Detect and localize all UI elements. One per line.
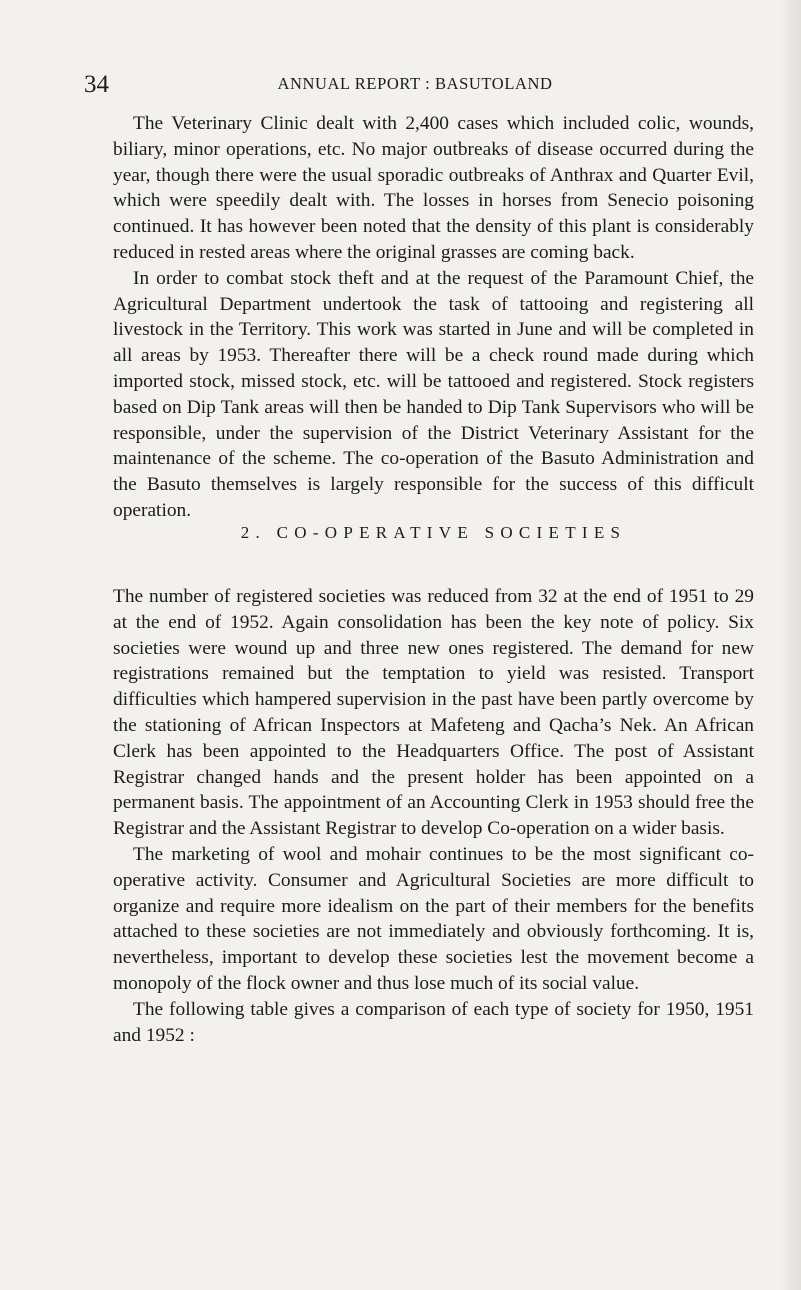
- paragraph: The marketing of wool and mohair continues to be the most significant co-operative activity. Consumer and Agricultural Societies are more difficult to organize and require more idealism on the part of their members for the benefits attached to these societies are not immediately and obviously forthcoming. It is, nevertheless, important to develop these societies lest the movement become a monopoly of the flock owner and thus lose much of its social value.: [113, 843, 754, 994]
- page-edge-shadow: [779, 0, 801, 1290]
- section-heading: 2. CO-OPERATIVE SOCIETIES: [240, 523, 627, 542]
- running-title: ANNUAL REPORT : BASUTOLAND: [277, 74, 553, 93]
- paragraph: In order to combat stock theft and at the request of the Paramount Chief, the Agricultural Department undertook the task of tattooing and registering all livestock in the Territory. This work was started in June and will be completed in all areas by 1953. Thereafter there will be a check round made during which imported stock, missed stock, etc. will be tattooed and registered. Stock registers based on Dip Tank areas will then be handed to Dip Tank Supervisors who will be responsible, under the supervision of the District Veterinary Assistant for the maintenance of the scheme. The co-operation of the Basuto Administration and the Basuto themselves is largely responsible for the success of this difficult operation.: [113, 267, 754, 521]
- cooperative-societies-section: [113, 584, 754, 1048]
- page-number: 34: [84, 71, 109, 98]
- paragraph: The Veterinary Clinic dealt with 2,400 cases which included colic, wounds, biliary, minor operations, etc. No major outbreaks of disease occurred during the year, though there were the usual sporadic outbreaks of Anthrax and Quarter Evil, which were speedily dealt with. The losses in horses from Senecio poisoning continued. It has however been noted that the density of this plant is considerably reduced in rested areas where the original grasses are coming back.: [113, 113, 754, 263]
- paragraph: The number of registered societies was reduced from 32 at the end of 1951 to 29 at the end of 1952. Again consolidation has been the key note of policy. Six societies were wound up and three new ones registered. The demand for new registrations remained but the temptation to yield was resisted. Transport difficulties which hampered supervision in the past have been partly overcome by the stationing of African Inspectors at Mafeteng and Qacha’s Nek. An African Clerk has been appointed to the Headquarters Office. The post of Assistant Registrar changed hands and the present holder has been appointed on a permanent basis. The appointment of an Accounting Clerk in 1953 should free the Registrar and the Assistant Registrar to develop Co-operation on a wider basis.: [113, 586, 754, 840]
- running-header: [84, 70, 746, 100]
- veterinary-section: [113, 111, 754, 524]
- paragraph: The following table gives a comparison of each type of society for 1950, 1951 and 1952 :: [113, 998, 754, 1046]
